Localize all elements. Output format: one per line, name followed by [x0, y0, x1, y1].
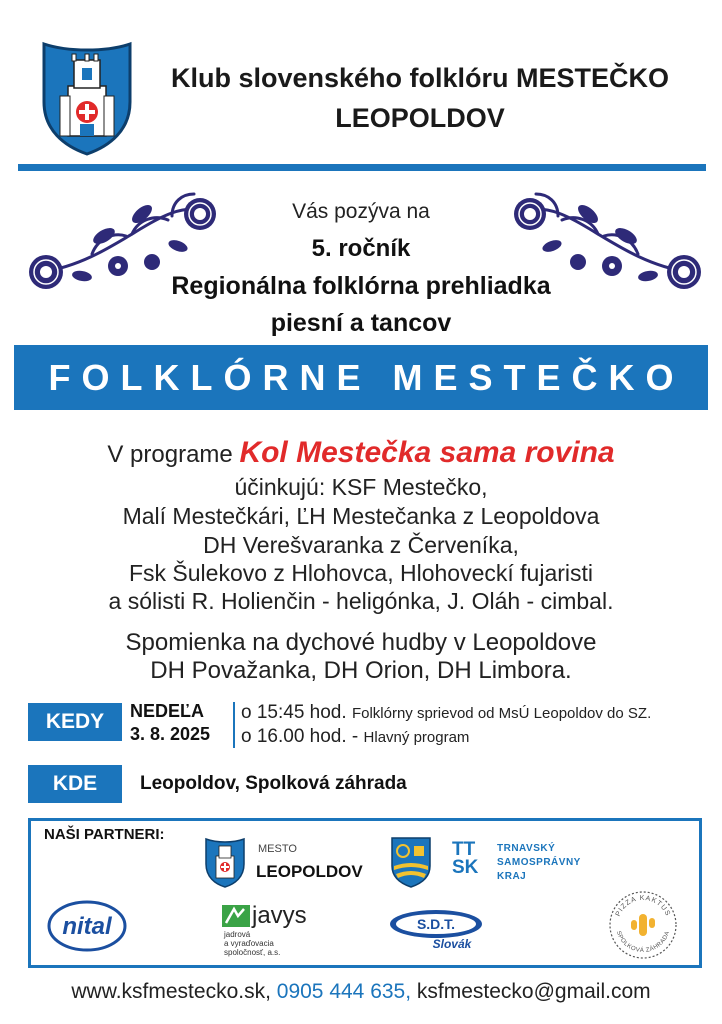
pizza-kaktus-logo [608, 890, 678, 960]
when-label: KEDY [28, 703, 122, 741]
ttsk-mark-top: TT [452, 839, 476, 860]
sdt-slovak-logo [388, 906, 484, 954]
memorial-line: Spomienka na dychové hudby v Leopoldove [125, 629, 597, 656]
pizza-logo-top-text: PIZZA KAKTUS [614, 894, 672, 918]
javys-subtitle-line: jadrová [224, 930, 251, 939]
memorial-line: DH Považanka, DH Orion, DH Limbora. [150, 657, 572, 684]
event-place: Leopoldov, Spolková záhrada [140, 773, 407, 794]
trnava-region-crest-icon [390, 836, 432, 888]
email-link[interactable]: ksfmestecko@gmail.com [416, 980, 651, 1003]
festival-title-line2: piesní a tancov [270, 309, 452, 337]
festival-title-line1: Regionálna folklórna prehliadka [171, 272, 551, 300]
javys-subtitle-line: a vyraďovacia [224, 939, 274, 948]
ttsk-name-line: KRAJ [497, 871, 527, 882]
schedule-desc: Hlavný program [363, 729, 470, 746]
schedule-item [241, 726, 469, 748]
schedule-time: o 15:45 hod. [241, 702, 347, 723]
program-line [0, 436, 722, 470]
partners-title: NAŠI PARTNERI: [44, 826, 165, 843]
event-date-value: 3. 8. 2025 [130, 724, 211, 744]
performers-line: Fsk Šulekovo z Hlohovca, Hlohoveckí fujaristi [128, 560, 594, 586]
schedule-item [241, 702, 651, 724]
program-name: Kol Mestečka sama rovina [239, 436, 615, 469]
event-day: NEDEĽA [130, 701, 205, 721]
schedule-divider [233, 702, 235, 748]
ttsk-name-line: TRNAVSKÝ [497, 843, 556, 854]
ttsk-logo-mark [452, 841, 492, 877]
invitation-text: Vás pozýva na [292, 200, 430, 223]
town-crest-icon [38, 38, 136, 156]
club-title-line2: LEOPOLDOV [335, 103, 505, 133]
javys-subtitle-line: spoločnosť, a.s. [224, 948, 281, 957]
mesto-name: LEOPOLDOV [256, 862, 363, 881]
performers-line: a sólisti R. Holienčin - heligónka, J. Oláh - cimbal. [108, 588, 614, 614]
performers-line: účinkujú: KSF Mestečko, [234, 474, 488, 500]
performers-line: DH Verešvaranka z Červeníka, [203, 532, 519, 558]
club-title [150, 58, 690, 138]
phone-link[interactable]: 0905 444 635, [276, 980, 412, 1003]
ttsk-name-line: SAMOSPRÁVNY [497, 857, 581, 868]
header-divider [18, 164, 706, 171]
sdt-wordmark: S.D.T. [416, 916, 456, 932]
ttsk-mark-bottom: SK [452, 857, 479, 878]
schedule-time: o 16.00 hod. - [241, 726, 359, 747]
sdt-subtitle: Slovák [432, 937, 472, 951]
event-name-banner [14, 345, 708, 410]
javys-wordmark: javys [252, 902, 307, 929]
nital-logo [46, 900, 128, 952]
performers-line: Malí Mestečkári, ĽH Mestečanka z Leopoldova [122, 503, 600, 529]
edition-text: 5. ročník [311, 235, 411, 262]
schedule-desc: Folklórny sprievod od MsÚ Leopoldov do SZ. [351, 705, 652, 722]
program-prefix: V programe [107, 441, 233, 468]
club-title-line1: Klub slovenského folklóru MESTEČKO [170, 63, 670, 93]
pizza-logo-bottom-text: SPOLKOVÁ ZÁHRADA [614, 930, 672, 955]
where-label: KDE [28, 765, 122, 803]
javys-logo-icon [222, 905, 250, 927]
mesto-label: MESTO [258, 843, 297, 855]
website-link[interactable]: www.ksfmestecko.sk, [71, 980, 271, 1003]
event-name: FOLKLÓRNE MESTEČKO [48, 356, 685, 398]
ttsk-name [497, 842, 581, 884]
javys-subtitle [224, 930, 280, 957]
contact-footer [0, 980, 722, 1004]
event-date [130, 700, 210, 746]
mesto-leopoldov-crest-icon [203, 836, 247, 888]
nital-wordmark: nital [62, 913, 112, 940]
